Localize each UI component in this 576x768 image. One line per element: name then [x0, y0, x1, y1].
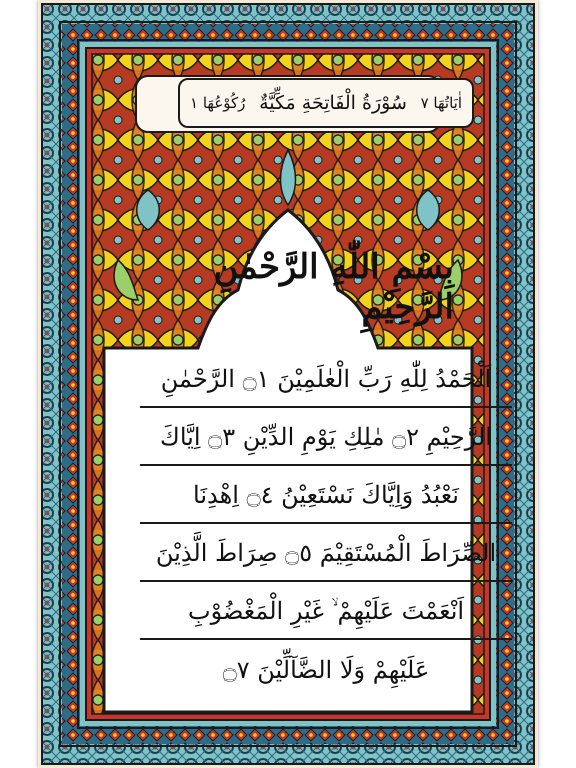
- surah-title: سُوْرَةُ الْفَاتِحَةِ مَكِّيَّةٌ: [259, 92, 407, 114]
- verse-line-2: [140, 410, 512, 466]
- verse-line-text: الصِّرَاطَ الْمُسْتَقِيْمَ ۝٥ صِرَاطَ الَّذِيْنَ: [155, 539, 497, 567]
- verse-line-text: الرَّحِيْمِ ۝٢ مٰلِكِ يَوْمِ الدِّيْنِ ۝٣ اِيَّاكَ: [160, 423, 492, 451]
- ruku-count-label: رُكُوْعُهَا ١: [190, 94, 246, 112]
- verse-line-4: [140, 526, 512, 582]
- verse-line-text: عَلَيْهِمْ وَلَا الضَّآلِّيْنَ ۝٧: [222, 656, 430, 684]
- surah-header-cartouche: [178, 78, 474, 128]
- verse-line-text: نَعْبُدُ وَاِيَّاكَ نَسْتَعِيْنُ ۝٤ اِهْدِنَا: [193, 481, 459, 509]
- verse-line-6: [140, 642, 512, 698]
- basmala-calligraphy: [198, 232, 454, 342]
- verse-line-3: [140, 468, 512, 524]
- verse-line-text: اَنْعَمْتَ عَلَيْهِمْ ۙ غَيْرِ الْمَغْضُوْبِ: [187, 597, 465, 625]
- verse-line-1: [140, 352, 512, 408]
- verse-line-5: [140, 584, 512, 640]
- mushaf-page: [38, 0, 538, 768]
- verse-line-text: اَلْحَمْدُ لِلّٰهِ رَبِّ الْعٰلَمِيْنَ ۝١ الرَّحْمٰنِ: [160, 365, 492, 393]
- verse-text-panel: [140, 352, 512, 700]
- basmala-text: بِسْمِ اللّٰهِ الرَّحْمٰنِ الرَّحِيْمِ: [213, 247, 454, 327]
- ayat-count-label: اٰيَاتُهَا ٧: [420, 94, 462, 112]
